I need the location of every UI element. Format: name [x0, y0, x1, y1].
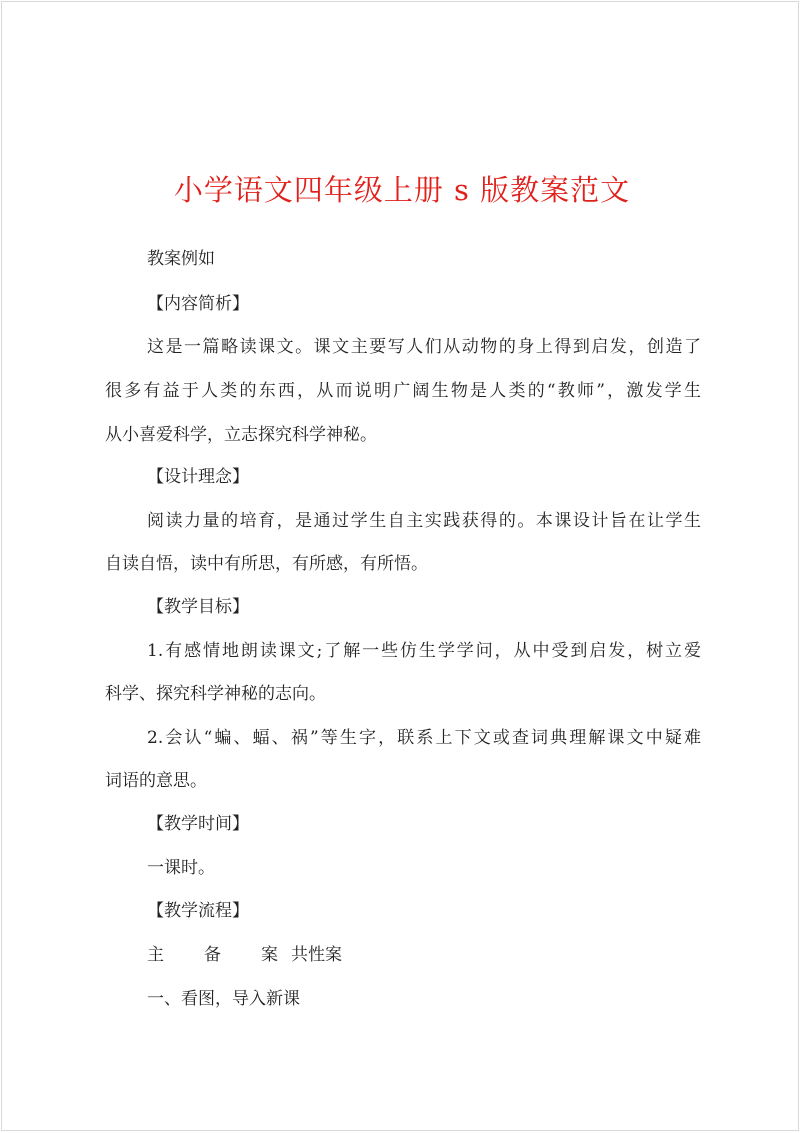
text-line-example: 教案例如: [147, 249, 215, 269]
section-heading-process: 【教学流程】: [147, 901, 249, 921]
goal-item-1: 1.有感情地朗读课文;了解一些仿生学学问，从中受到启发，树立爱: [147, 641, 701, 661]
goal-item-2: 2.会认“蝙、蝠、祸”等生字，联系上下文或查词典理解课文中疑难: [147, 728, 701, 748]
goal-item-1-cont: 科学、探究科学神秘的志向。: [105, 684, 326, 704]
document-page: [1, 1, 799, 1131]
paragraph-line: 这是一篇略读课文。课文主要写人们从动物的身上得到启发，创造了: [147, 337, 701, 357]
goal-item-2-cont: 词语的意思。: [105, 771, 207, 791]
step-heading-1: 一、看图，导入新课: [147, 989, 300, 1009]
prep-row-col1: 主: [147, 945, 164, 965]
section-heading-design: 【设计理念】: [147, 467, 249, 487]
section-heading-content: 【内容简析】: [147, 294, 249, 314]
paragraph-line: 自读自悟，读中有所思，有所感，有所悟。: [105, 554, 428, 574]
section-heading-goals: 【教学目标】: [147, 597, 249, 617]
paragraph-line: 很多有益于人类的东西，从而说明广阔生物是人类的“教师”，激发学生: [105, 381, 701, 401]
paragraph-line: 一课时。: [147, 858, 215, 878]
prep-row-col3: 案: [261, 945, 278, 965]
document-title: 小学语文四年级上册 s 版教案范文: [173, 173, 631, 207]
paragraph-line: 阅读力量的培育，是通过学生自主实践获得的。本课设计旨在让学生: [147, 511, 701, 531]
prep-row-col4: 共性案: [291, 945, 342, 965]
prep-row-col2: 备: [204, 945, 221, 965]
section-heading-time: 【教学时间】: [147, 814, 249, 834]
paragraph-line: 从小喜爱科学，立志探究科学神秘。: [105, 425, 377, 445]
